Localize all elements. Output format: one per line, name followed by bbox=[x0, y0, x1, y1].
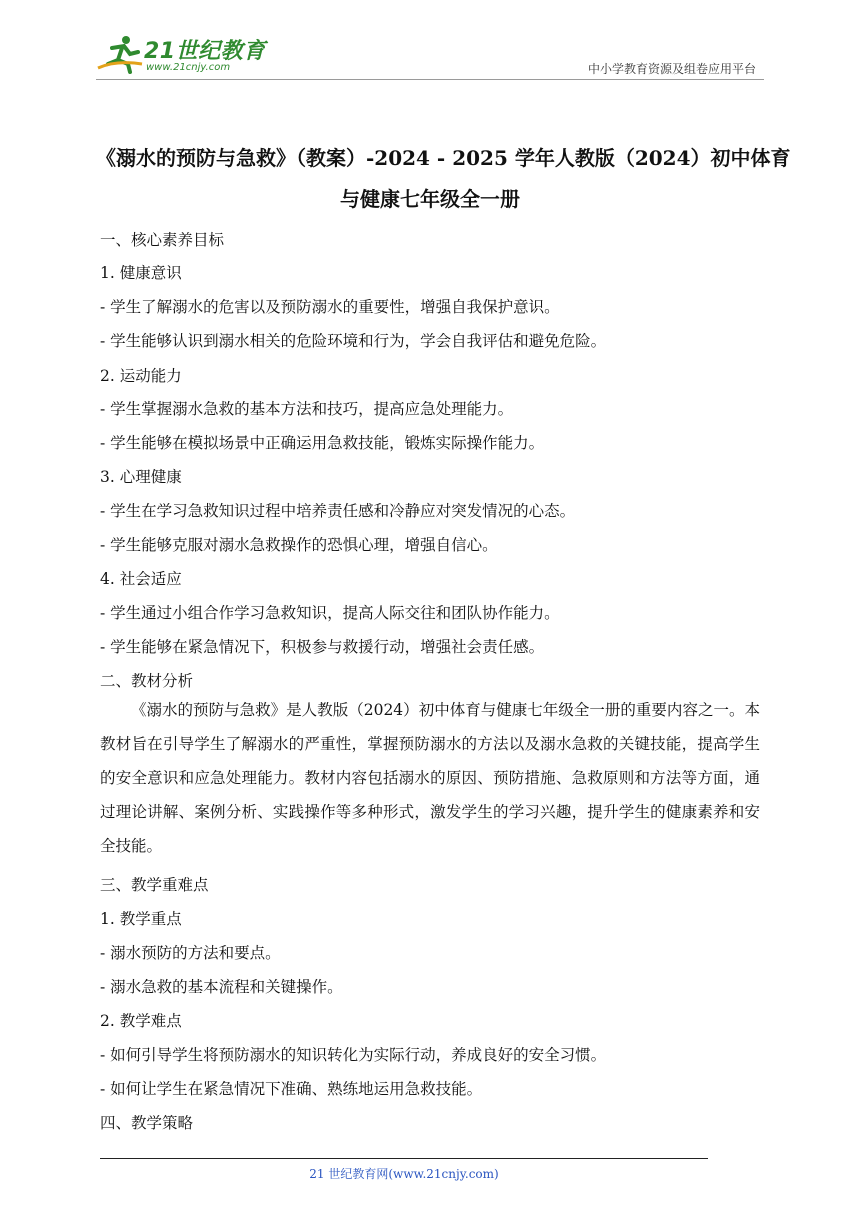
footer-divider bbox=[100, 1158, 708, 1159]
logo-url: www.21cnjy.com bbox=[146, 62, 231, 73]
subsection-heading: 4. 社会适应 bbox=[100, 570, 182, 588]
site-logo[interactable] bbox=[96, 34, 266, 80]
bullet-item: - 学生掌握溺水急救的基本方法和技巧，提高应急处理能力。 bbox=[100, 400, 514, 418]
header-divider bbox=[96, 79, 764, 80]
document-title-line-1: 《溺水的预防与急救》（教案）-2024 - 2025 学年人教版（2024）初中体育 bbox=[96, 146, 791, 170]
section-heading: 四、教学策略 bbox=[100, 1114, 194, 1132]
footer-link[interactable]: 21 世纪教育网(www.21cnjy.com) bbox=[309, 1167, 499, 1181]
section-heading: 一、核心素养目标 bbox=[100, 231, 225, 249]
bullet-item: - 学生通过小组合作学习急救知识，提高人际交往和团队协作能力。 bbox=[100, 604, 560, 622]
subsection-heading: 2. 教学难点 bbox=[100, 1012, 182, 1030]
header-tagline: 中小学教育资源及组卷应用平台 bbox=[587, 62, 756, 76]
bullet-item: - 溺水预防的方法和要点。 bbox=[100, 944, 281, 962]
runner-logo-icon bbox=[96, 34, 144, 74]
subsection-heading: 1. 健康意识 bbox=[100, 264, 182, 282]
paragraph: 《溺水的预防与急救》是人教版（2024）初中体育与健康七年级全一册的重要内容之一。本教材旨在引导学生了解溺水的严重性，掌握预防溺水的方法以及溺水急救的关键技能，提高学生的安全意识和应急处理能力。教材内容包括溺水的原因、预防措施、急救原则和方法等方面，通过理论讲解、案例分析、实践操作等多种形式，激发学生的学习兴趣，提升学生的健康素养和安全技能。 bbox=[100, 701, 760, 855]
bullet-item: - 学生了解溺水的危害以及预防溺水的重要性，增强自我保护意识。 bbox=[100, 298, 560, 316]
logo-name: 21世纪教育 bbox=[144, 39, 266, 64]
subsection-heading: 2. 运动能力 bbox=[100, 367, 182, 385]
bullet-item: - 如何让学生在紧急情况下准确、熟练地运用急救技能。 bbox=[100, 1080, 483, 1098]
bullet-item: - 学生在学习急救知识过程中培养责任感和冷静应对突发情况的心态。 bbox=[100, 502, 576, 520]
bullet-item: - 学生能够认识到溺水相关的危险环境和行为，学会自我评估和避免危险。 bbox=[100, 332, 607, 350]
bullet-item: - 学生能够在模拟场景中正确运用急救技能，锻炼实际操作能力。 bbox=[100, 434, 545, 452]
bullet-item: - 学生能够克服对溺水急救操作的恐惧心理，增强自信心。 bbox=[100, 536, 498, 554]
subsection-heading: 3. 心理健康 bbox=[100, 468, 182, 486]
document-title-line-2: 与健康七年级全一册 bbox=[340, 187, 520, 211]
page-header bbox=[0, 0, 860, 90]
bullet-item: - 学生能够在紧急情况下，积极参与救援行动，增强社会责任感。 bbox=[100, 638, 545, 656]
section-heading: 三、教学重难点 bbox=[100, 876, 209, 894]
bullet-item: - 溺水急救的基本流程和关键操作。 bbox=[100, 978, 343, 996]
section-heading: 二、教材分析 bbox=[100, 672, 194, 690]
subsection-heading: 1. 教学重点 bbox=[100, 910, 182, 928]
bullet-item: - 如何引导学生将预防溺水的知识转化为实际行动，养成良好的安全习惯。 bbox=[100, 1046, 607, 1064]
